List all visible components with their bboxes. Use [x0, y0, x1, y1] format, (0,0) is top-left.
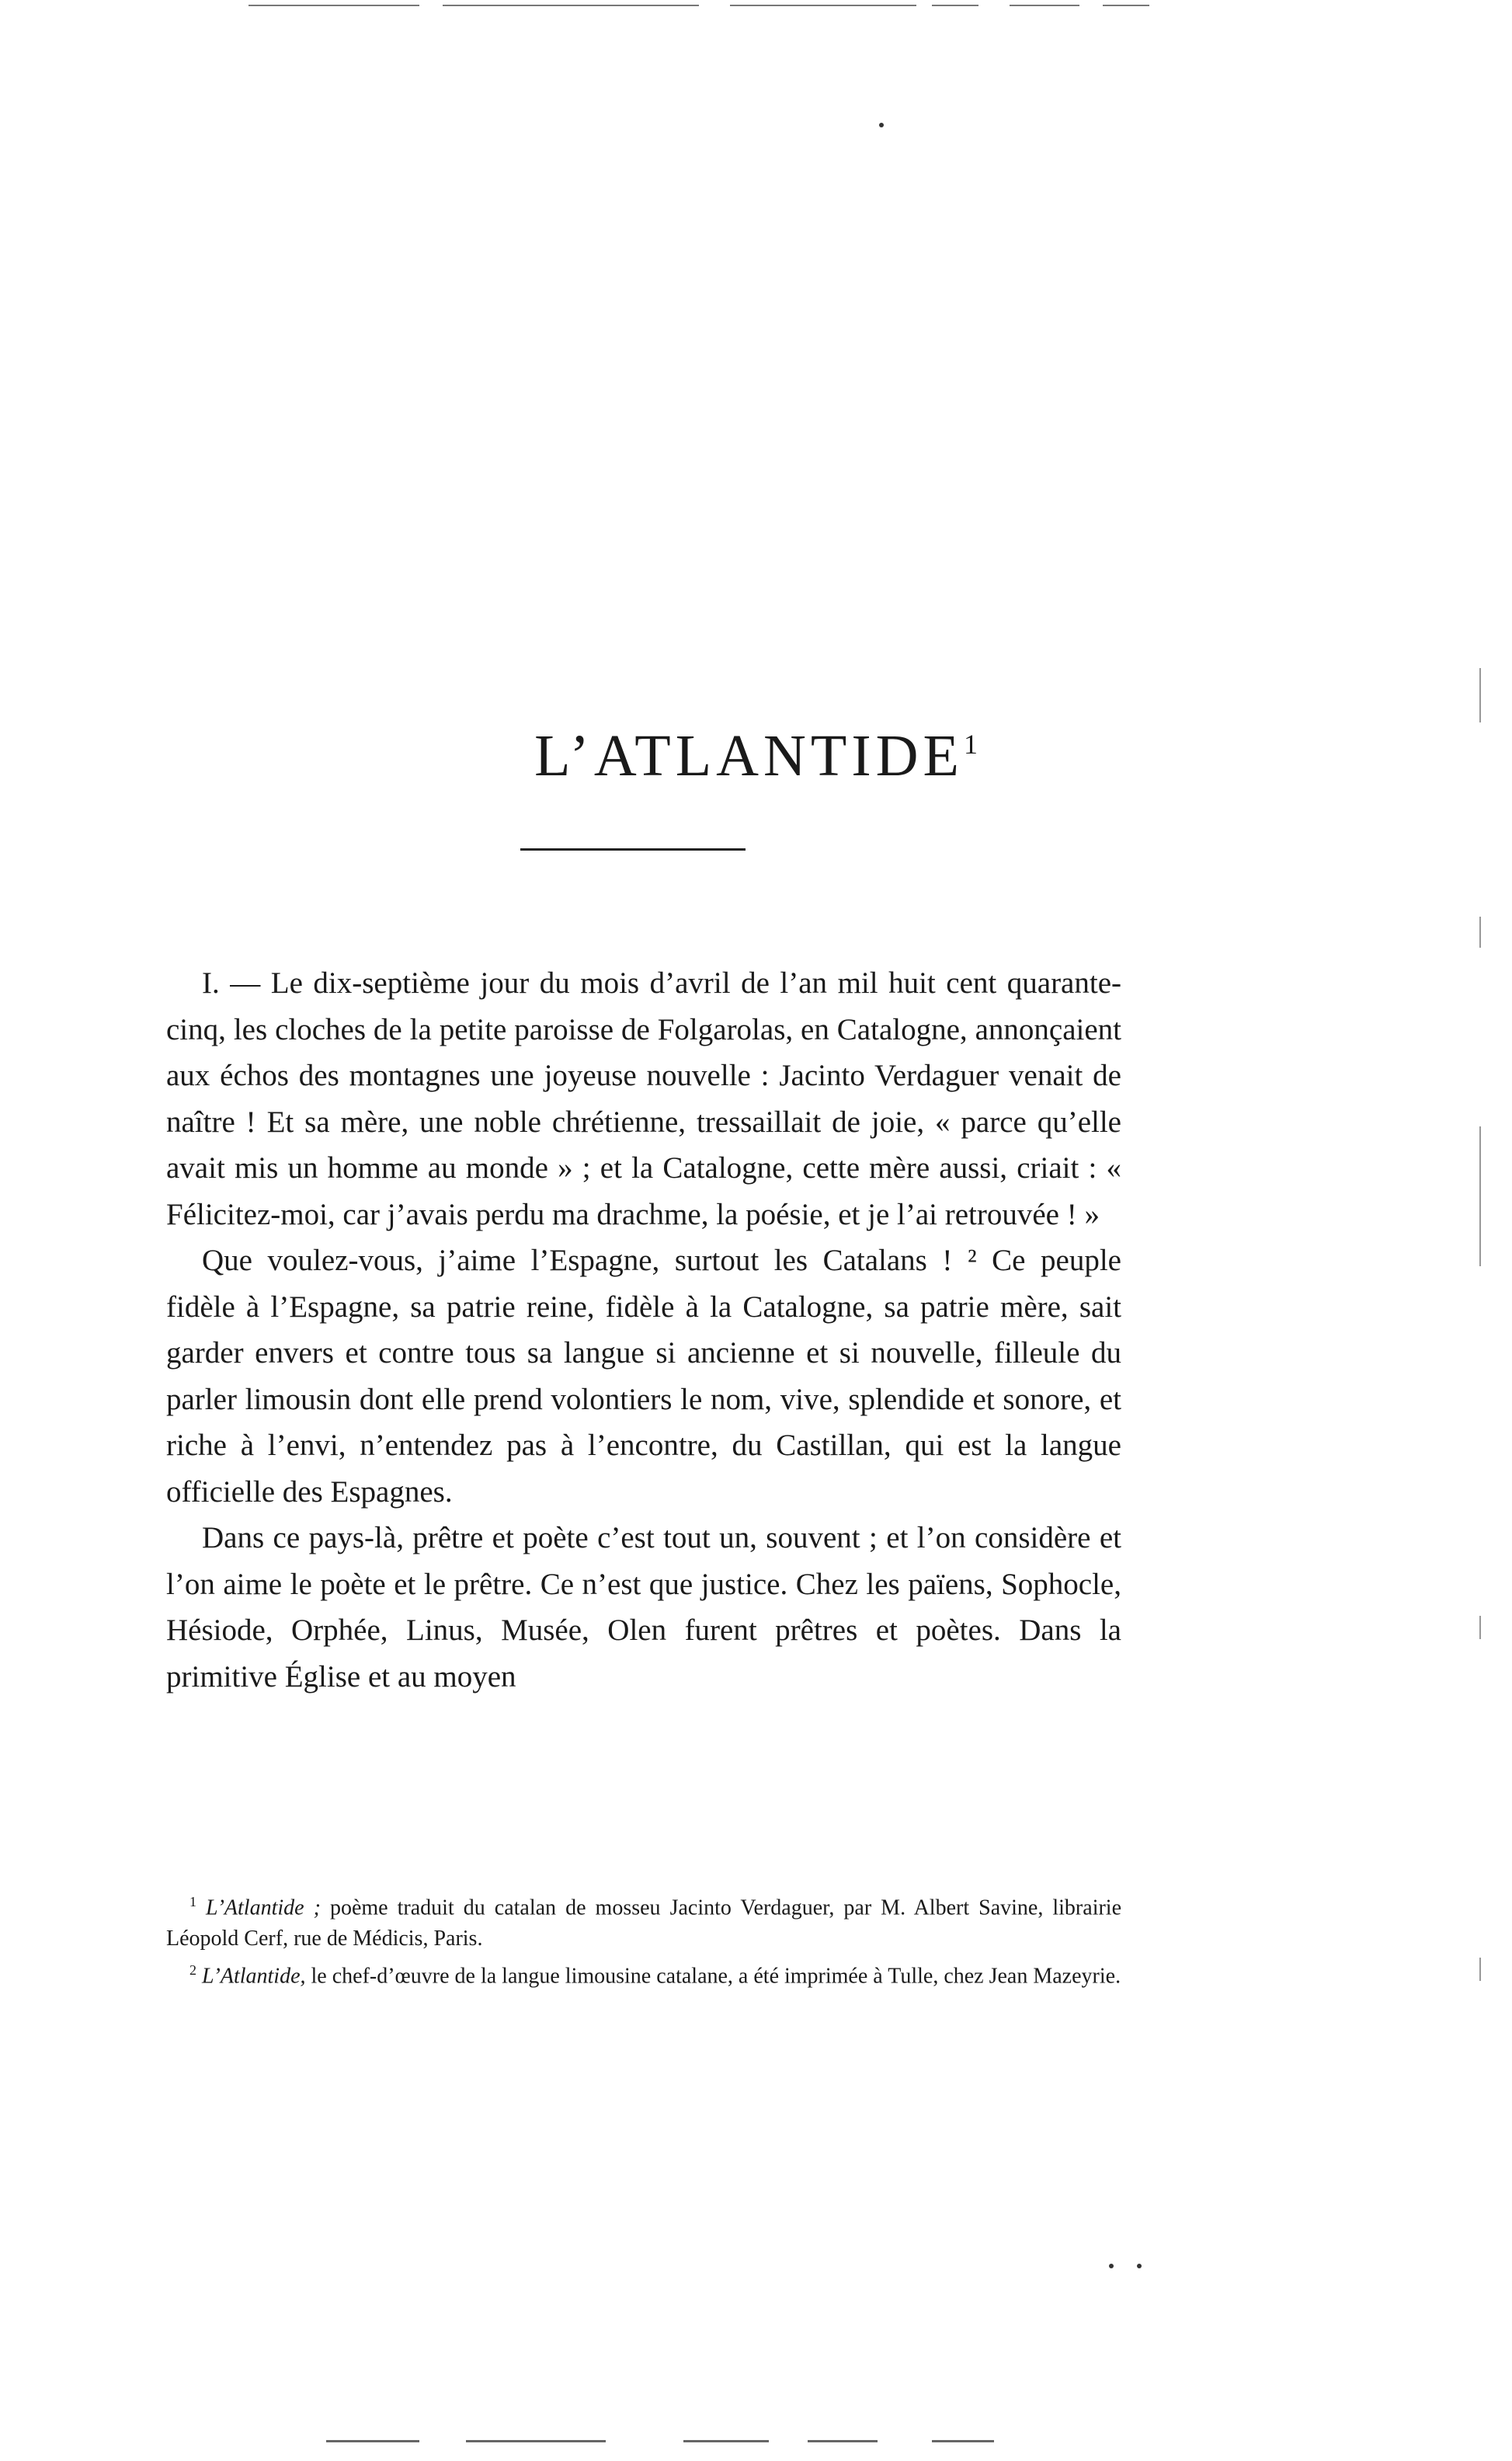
- scan-speck: [1109, 2264, 1114, 2268]
- scan-speck: [879, 123, 884, 127]
- scan-artifact-top: [1010, 5, 1079, 6]
- footnote-1-text: poème traduit du catalan de mosseu Jacinto Verdaguer, par M. Albert Savine, librairie Léopold Cerf, rue de Médicis, Paris.: [166, 1895, 1121, 1951]
- scan-artifact-right: [1479, 1958, 1481, 1981]
- footnote-1-title: L’Atlantide ;: [206, 1895, 321, 1920]
- scan-artifact-top: [443, 5, 699, 6]
- scan-artifact-right: [1479, 917, 1481, 948]
- footnote-2: [166, 1955, 1121, 1992]
- footnote-1-mark: 1: [189, 1894, 196, 1909]
- scan-artifact-top: [249, 5, 419, 6]
- scan-artifact-bottom: [683, 2440, 769, 2442]
- scan-speck: [1137, 2264, 1142, 2268]
- title-footnote-mark: 1: [963, 729, 978, 760]
- footnote-2-title: L’Atlantide,: [202, 1964, 306, 1989]
- body-text: [166, 960, 1121, 1700]
- chapter-title-text: L’ATLANTIDE: [534, 723, 964, 788]
- footnote-2-text: le chef-d’œuvre de la langue limousine catalane, a été imprimée à Tulle, chez Jean Mazeyrie.: [305, 1964, 1121, 1989]
- title-divider: [520, 848, 746, 851]
- scan-artifact-bottom: [808, 2440, 878, 2442]
- scan-artifact-top: [730, 5, 916, 6]
- scan-artifact-top: [932, 5, 978, 6]
- scan-artifact-bottom: [326, 2440, 419, 2442]
- scan-artifact-right: [1479, 1616, 1481, 1639]
- footnote-2-mark: 2: [189, 1962, 196, 1979]
- paragraph-2: Que voulez-vous, j’aime l’Espagne, surtout les Catalans ! ² Ce peuple fidèle à l’Espagne, sa patrie reine, fidèle à la Catalogne, sa patrie mère, sait garder envers et contre tous sa langue si ancienne et si nouvelle, filleule du parler limousin dont elle prend volontiers le nom, vive, splendide et sonore, et riche à l’envi, n’entendez pas à l’encontre, du Castillan, qui est la langue officielle des Espagnes.: [166, 1244, 1121, 1509]
- scan-artifact-top: [1103, 5, 1149, 6]
- footnotes: [166, 1886, 1121, 1993]
- scan-artifact-right: [1479, 668, 1481, 722]
- scan-artifact-right: [1479, 1126, 1481, 1266]
- scan-artifact-bottom: [932, 2440, 994, 2442]
- scan-artifact-bottom: [466, 2440, 606, 2442]
- footnote-1: [166, 1886, 1121, 1955]
- paragraph-1: I. — Le dix-septième jour du mois d’avril de l’an mil huit cent quarante-cinq, les cloches de la petite paroisse de Folgarolas, en Catalogne, annonçaient aux échos des montagnes une joyeuse nouvelle : Jacinto Verdaguer venait de naître ! Et sa mère, une noble chrétienne, tressaillait de joie, « parce qu’elle avait mis un homme au monde » ; et la Catalogne, cette mère aussi, criait : « Félicitez-moi, car j’avais perdu ma drachme, la poésie, et je l’ai retrouvée ! »: [166, 966, 1121, 1231]
- paragraph-3: Dans ce pays-là, prêtre et poète c’est tout un, souvent ; et l’on considère et l’on aime le poète et le prêtre. Ce n’est que justice. Chez les païens, Sophocle, Hésiode, Orphée, Linus, Musée, Olen furent prêtres et poètes. Dans la primitive Église et au moyen: [166, 1521, 1121, 1693]
- chapter-title: [0, 722, 1512, 790]
